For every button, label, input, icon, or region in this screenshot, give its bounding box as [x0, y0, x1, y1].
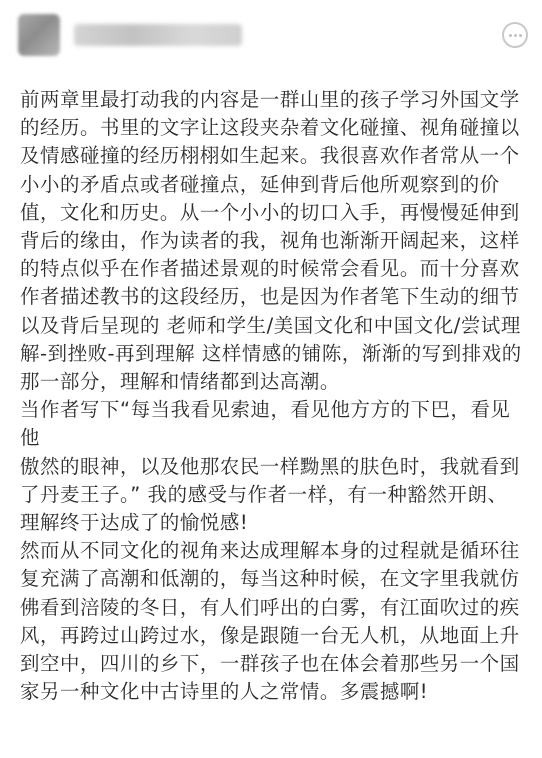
more-dot — [509, 34, 512, 37]
post-paragraph-1: 前两章里最打动我的内容是一群山里的孩子学习外国文学 的经历。书里的文字让这段夹杂着文化碰撞、视角碰撞以 及情感碰撞的经历栩栩如生起来。我很喜欢作者常从一个 小小的矛盾点或者碰撞点，延伸到背后他所观察到的价 值，文化和历史。从一个小小的切口入手，再慢慢延伸到 背后的缘由，作为读者的我，视角也渐渐开阔起来，这样 的特点似乎在作者描述景观的时候常会看见。而十分喜欢 作者描述教书的这段经历，也是因为作者笔下生动的细节 以及背后呈现的 老师和学生/美国文化和中国文化/尝试理 解-到挫败-再到理解 这样情感的铺陈，渐渐的写到排戏的 那一部分，理解和情绪都到达高潮。 — [20, 88, 522, 394]
post-paragraph-3: 然而从不同文化的视角来达成理解本身的过程就是循环往 复充满了高潮和低潮的，每当这种时候，在文字里我就仿 佛看到涪陵的冬日，有人们呼出的白雾，有江面吹过的疾 风，再跨过山跨过水，像是跟随一台无人机，从地面上升 到空中，四川的乡下，一群孩子也在体会着那些另一个国 家另一种文化中古诗里的人之常情。多震撼啊! — [20, 539, 520, 704]
post-body — [20, 86, 530, 706]
blurred-username[interactable] — [74, 24, 242, 46]
more-options-icon[interactable] — [502, 22, 528, 48]
more-dot — [519, 34, 522, 37]
avatar-icon[interactable] — [18, 14, 60, 56]
post-paragraph-2: 当作者写下“每当我看见索迪，看见他方方的下巴，看见他 傲然的眼神，以及他那农民一样黝黑的肤色时，我就看到 了丹麦王子。” 我的感受与作者一样，有一种豁然开朗、 理解终于达成了的愉悦感! — [20, 398, 520, 535]
post-header — [0, 0, 542, 80]
more-dot — [514, 34, 517, 37]
